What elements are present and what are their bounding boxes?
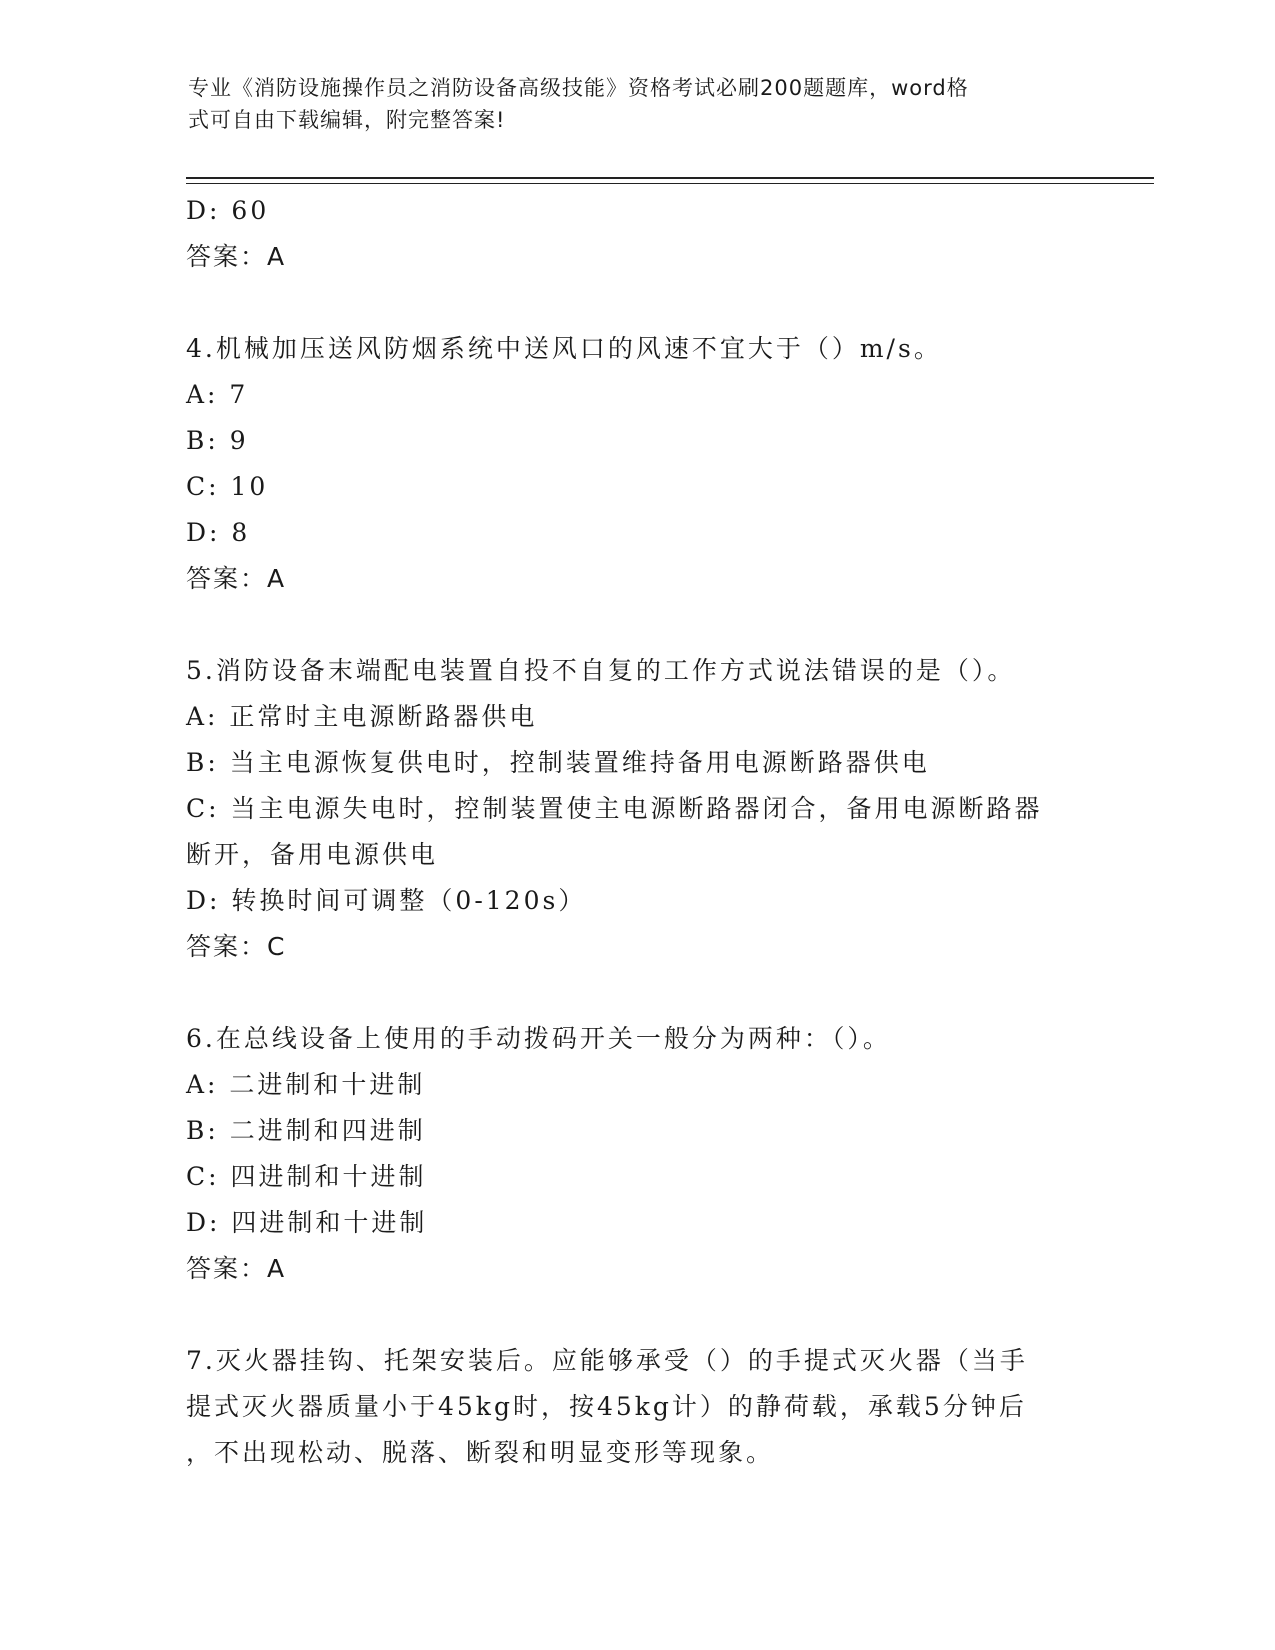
question-5-option-d: D: 转换时间可调整（0-120s） xyxy=(186,886,587,915)
question-4-option-a: A: 7 xyxy=(186,380,249,409)
question-7-stem-line-1: 7.灭火器挂钩、托架安装后。应能够承受（）的手提式灭火器（当手 xyxy=(186,1346,1028,1375)
header-divider-thin xyxy=(186,183,1154,184)
question-5 xyxy=(186,648,1086,970)
question-4 xyxy=(186,326,1086,602)
question-5-option-c-line-1: C: 当主电源失电时，控制装置使主电源断路器闭合，备用电源断路器 xyxy=(186,794,1043,823)
spacer xyxy=(186,1292,1086,1338)
question-7-stem-line-3: ，不出现松动、脱落、断裂和明显变形等现象。 xyxy=(186,1438,775,1467)
question-6-option-c: C: 四进制和十进制 xyxy=(186,1162,427,1191)
question-7 xyxy=(186,1338,1086,1476)
question-5-answer: 答案：C xyxy=(186,932,287,961)
header-line-1: 专业《消防设施操作员之消防设备高级技能》资格考试必刷200题题库，word格 xyxy=(188,76,969,100)
question-7-stem-line-2: 提式灭火器质量小于45kg时，按45kg计）的静荷载，承载5分钟后 xyxy=(186,1392,1027,1421)
header-divider-thick xyxy=(186,177,1154,179)
question-6-option-d: D: 四进制和十进制 xyxy=(186,1208,428,1237)
question-content xyxy=(186,188,1086,1476)
spacer xyxy=(186,970,1086,1016)
question-4-option-b: B: 9 xyxy=(186,426,249,455)
page-header xyxy=(188,72,1068,136)
question-5-option-c-line-2: 断开，备用电源供电 xyxy=(186,840,439,869)
question-5-stem: 5.消防设备末端配电装置自投不自复的工作方式说法错误的是（）。 xyxy=(186,656,1016,685)
question-4-answer: 答案：A xyxy=(186,564,287,593)
question-4-option-c: C: 10 xyxy=(186,472,269,501)
spacer xyxy=(186,280,1086,326)
prev-answer: 答案：A xyxy=(186,242,287,271)
question-6 xyxy=(186,1016,1086,1292)
question-6-option-b: B: 二进制和四进制 xyxy=(186,1116,426,1145)
header-line-2: 式可自由下载编辑，附完整答案! xyxy=(188,108,506,132)
question-4-stem: 4.机械加压送风防烟系统中送风口的风速不宜大于（）m/s。 xyxy=(186,334,942,363)
question-5-option-a: A: 正常时主电源断路器供电 xyxy=(186,702,538,731)
question-6-stem: 6.在总线设备上使用的手动拨码开关一般分为两种：（）。 xyxy=(186,1024,891,1053)
prev-option-d: D: 60 xyxy=(186,196,270,225)
question-5-option-b: B: 当主电源恢复供电时，控制装置维持备用电源断路器供电 xyxy=(186,748,930,777)
spacer xyxy=(186,602,1086,648)
question-6-option-a: A: 二进制和十进制 xyxy=(186,1070,426,1099)
question-4-option-d: D: 8 xyxy=(186,518,251,547)
question-6-answer: 答案：A xyxy=(186,1254,287,1283)
